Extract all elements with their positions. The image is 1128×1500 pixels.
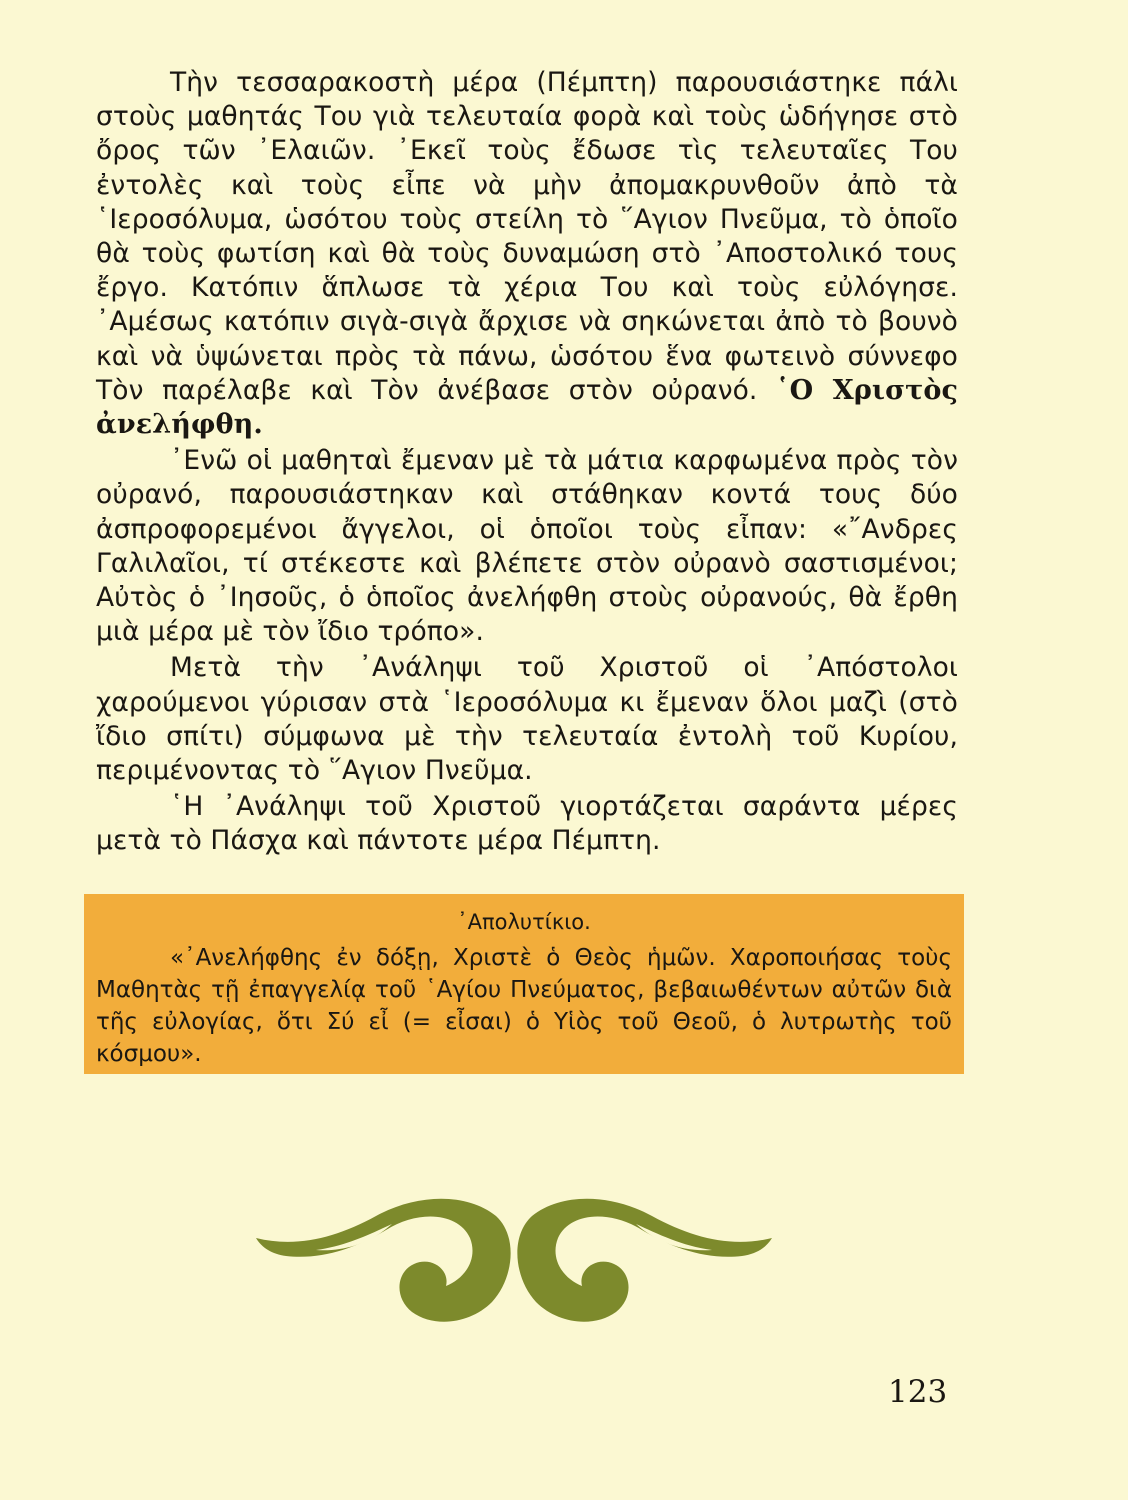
paragraph-text: Τὴν τεσσαρακοστὴ μέρα (Πέμπτη) παρουσιάστηκε πάλι στοὺς μαθητάς Του γιὰ τελευταία φορὰ καὶ τοὺς ὡδήγησε στὸ ὄρος τῶν ᾿Ελαιῶν. ᾿Εκεῖ τοὺς ἔδωσε τὶς τελευταῖες Του ἐντολὲς καὶ τοὺς εἶπε νὰ μὴν ἀπομακρυνθοῦν ἀπὸ τὰ ῾Ιεροσόλυμα, ὡσότου τοὺς στείλη τὸ ῞Αγιον Πνεῦμα, τὸ ὁποῖο θὰ τοὺς φωτίση καὶ θὰ τοὺς δυναμώση στὸ ᾿Αποστολικό τους ἔργο. Κατόπιν ἅπλωσε τὰ χέρια Του καὶ τοὺς εὐλόγησε. ᾿Αμέσως κατόπιν σιγὰ-σιγὰ ἄρχισε νὰ σηκώνεται ἀπὸ τὸ βουνὸ καὶ νὰ ὑψώνεται πρὸς τὰ πάνω, ὡσότου ἕνα φωτεινὸ σύννεφο Τὸν παρέλαβε καὶ Τὸν ἀνέβασε στὸν οὐρανό. xyxy=(96,67,958,406)
apolytikio-text: «᾿Ανελήφθης ἐν δόξῃ, Χριστὲ ὁ Θεὸς ἡμῶν. Χαροποιήσας τοὺς Μαθητὰς τῇ ἐπαγγελίᾳ τοῦ ῾Αγίου Πνεύματος, βεβαιωθέντων αὐτῶν διὰ τῆς εὐλογίας, ὅτι Σύ εἶ (= εἶσαι) ὁ Υἱὸς τοῦ Θεοῦ, ὁ λυτρωτὴς τοῦ κόσμου». xyxy=(96,945,952,1067)
main-text xyxy=(96,66,958,861)
paragraph-angels: ᾿Ενῶ οἱ μαθηταὶ ἔμεναν μὲ τὰ μάτια καρφωμένα πρὸς τὸν οὐρανό, παρουσιάστηκαν καὶ στάθηκαν κοντά τους δύο ἀσπροφορεμένοι ἄγγελοι, οἱ ὁποῖοι τοὺς εἶπαν: «῎Ανδρες Γαλιλαῖοι, τί στέκεστε καὶ βλέπετε στὸν οὐρανὸ σαστισμένοι; Αὐτὸς ὁ ᾿Ιησοῦς, ὁ ὁποῖος ἀνελήφθη στοὺς οὐρανούς, θὰ ἔρθη μιὰ μέρα μὲ τὸν ἴδιο τρόπο». xyxy=(96,445,958,648)
paragraph-apostles-return: Μετὰ τὴν ᾿Ανάληψι τοῦ Χριστοῦ οἱ ᾿Απόστολοι χαρούμενοι γύρισαν στὰ ῾Ιεροσόλυμα κι ἔμεναν ὅλοι μαζὶ (στὸ ἴδιο σπίτι) σύμφωνα μὲ τὴν τελευταία ἐντολὴ τοῦ Κυρίου, περιμένοντας τὸ ῞Αγιον Πνεῦμα. xyxy=(96,652,958,787)
scroll-wave-ornament-icon xyxy=(256,1186,772,1326)
paragraph-ascension-day xyxy=(96,66,958,442)
apolytikio-title: ᾿Απολυτίκιο. xyxy=(457,910,591,934)
apolytikio-box xyxy=(84,894,964,1074)
bold-statement: ῾Ο Χριστὸς ἀνελήφθη. xyxy=(96,374,958,441)
page-number: 123 xyxy=(888,1374,948,1410)
paragraph-feast-date: ῾Η ᾿Ανάληψι τοῦ Χριστοῦ γιορτάζεται σαράντα μέρες μετὰ τὸ Πάσχα καὶ πάντοτε μέρα Πέμπτη. xyxy=(96,791,958,857)
